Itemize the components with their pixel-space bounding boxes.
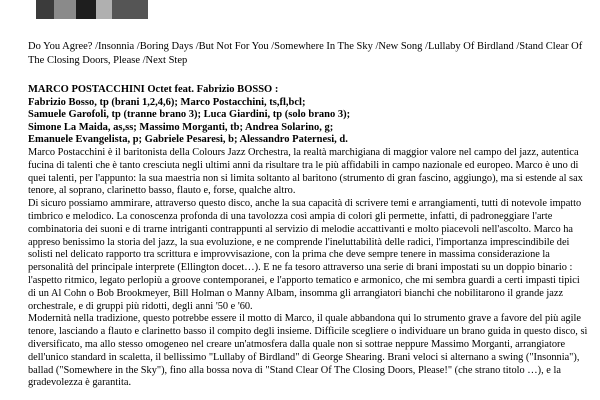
photo-segment bbox=[54, 0, 76, 19]
tracklist: Do You Agree? /Insonnia /Boring Days /But Not For You /Somewhere In The Sky /New Song /Lullaby Of Birdland /Stand Clear Of The Closing Doors, Please /Next Step bbox=[28, 41, 583, 66]
band-title: MARCO POSTACCHINI Octet feat. Fabrizio BOSSO : bbox=[28, 84, 279, 95]
lineup-line: Emanuele Evangelista, p; Gabriele Pesaresi, b; Alessandro Paternesi, d. bbox=[28, 134, 348, 145]
review-paragraph: Marco Postacchini è il baritonista della Colours Jazz Orchestra, la realtà marchigiana di maggior valore nel campo del jazz, autentica fucina di talenti che è tanto cresciuta negli ultimi anni da risultare tra le più affidabili in campo nazionale ed europeo. Marco è uno di quei talenti, per l'appunto: la sua maestria non si limita soltanto al baritono (strumento di gran fascino, aggiungo), ma si estende al sax tenore, al soprano, clarinetto basso, flauto e, forse, qualche altro. bbox=[28, 147, 583, 197]
photo-segment bbox=[96, 0, 112, 19]
album-photo bbox=[36, 0, 148, 19]
lineup-line: Samuele Garofoli, tp (tranne brano 3); Luca Giardini, tp (solo brano 3); bbox=[28, 109, 351, 120]
review-body bbox=[28, 147, 590, 390]
review-paragraph: Modernità nella tradizione, questo potrebbe essere il motto di Marco, il quale abbandona qui lo strumento grave a favore del più agile tenore, lasciando a flauto e clarinetto basso il compito degli insieme. Difficile scegliere o individuare un brano guida in questo disco, sì diversificato, ma allo stesso omogeneo nel creare un'atmosfera dalla quale non si sottrae neppure Massimo Morganti, arrangiatore dell'unico standard in scaletta, il bellissimo "Lullaby of Birdland" di George Shearing. Brani veloci si alternano a swing ("Insonnia"), ballad ("Somewhere in the Sky"), fino alla bossa nova di "Stand Clear Of The Closing Doors, Please!" (che strano titolo …), e la gradevolezza è garantita. bbox=[28, 313, 588, 389]
photo-segment bbox=[112, 0, 148, 19]
review-paragraph: Di sicuro possiamo ammirare, attraverso questo disco, anche la sua capacità di scrivere temi e arrangiamenti, tutti di notevole impatto timbrico e melodico. La conoscenza profonda di una tavolozza così ampia di colori gli permette, infatti, di padroneggiare l'arte combinatoria dei suoni e di trarne intriganti contrappunti al servizio di melodie accattivanti e molto piacevoli nell'ascolto. Marco ha appreso benissimo la storia del jazz, la sua evoluzione, e ne comprende l'ineluttabilità delle radici, l'importanza imprescindibile dei solisti nel delicato rapporto tra scrittura e improvvisazione, con la prima che deve sempre tenere in massima considerazione la personalità del principale interprete (Ellington docet…). E ne fa tesoro attraverso una serie di brani impostati su un doppio binario : l'aspetto ritmico, legato perlopiù a groove contemporanei, e l'apporto tematico e armonico, che mi sembra guardi a certi impasti tipici di un Al Cohn o Bob Brookmeyer, Bill Holman o Manny Albam, insomma gli arrangiatori bianchi che nobilitarono il grande jazz orchestrale, e di gruppi più ridotti, degli anni '50 e '60. bbox=[28, 198, 582, 312]
lineup-line: Fabrizio Bosso, tp (brani 1,2,4,6); Marco Postacchini, ts,fl,bcl; bbox=[28, 96, 306, 108]
lineup-header bbox=[28, 84, 588, 147]
photo-segment bbox=[76, 0, 96, 19]
lineup-line: Simone La Maida, as,ss; Massimo Morganti, tb; Andrea Solarino, g; bbox=[28, 121, 334, 133]
photo-segment bbox=[36, 0, 54, 19]
